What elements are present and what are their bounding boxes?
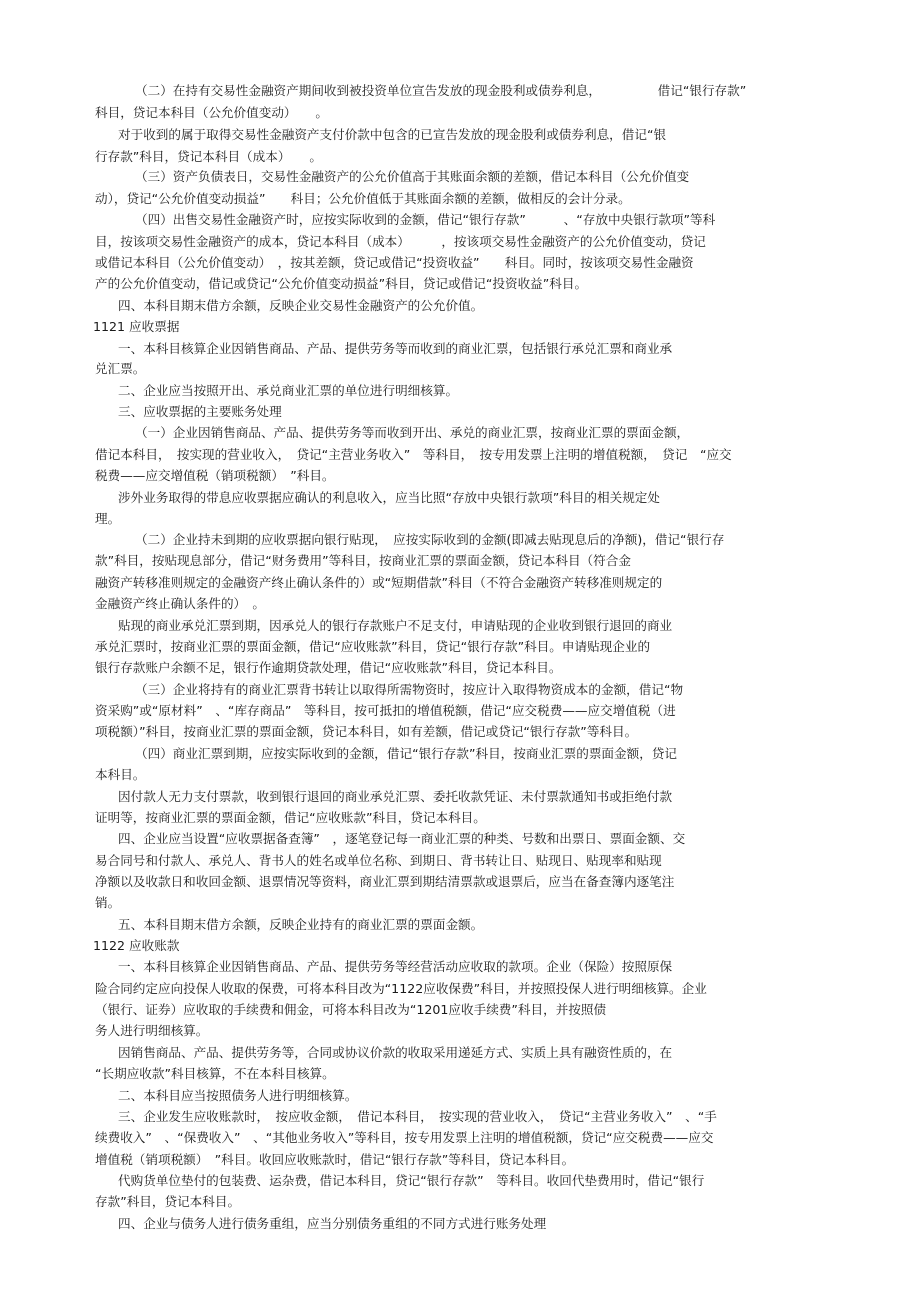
- text-line: 科目，贷记本科目（公允价值变动） 。: [95, 105, 328, 120]
- text-line: 税费——应交增值税（销项税额） ”科目。: [95, 468, 335, 483]
- text-line: 二、企业应当按照开出、承兑商业汇票的单位进行明细核算。: [118, 383, 459, 398]
- text-line: 项税额）”科目，按商业汇票的票面金额，贷记本科目，如有差额，借记或贷记“银行存款”等科目。: [95, 724, 638, 739]
- text-line: 存款”科目，贷记本科目。: [95, 1194, 241, 1209]
- text-line: 证明等，按商业汇票的票面金额，借记“应收账款”科目，贷记本科目。: [95, 810, 486, 825]
- text-line: 五、本科目期末借方余额，反映企业持有的商业汇票的票面金额。: [118, 917, 484, 932]
- text-line: 对于收到的属于取得交易性金融资产支付价款中包含的已宣告发放的现金股利或债券利息，借记“银: [118, 127, 667, 142]
- text-line: （一）企业因销售商品、产品、提供劳务等而收到开出、承兑的商业汇票，按商业汇票的票面金额，: [135, 425, 690, 440]
- text-line: 务人进行明细核算。: [95, 1023, 209, 1038]
- text-line: （四）出售交易性金融资产时，应按实际收到的金额，借记“银行存款” 、“存放中央银行款项”等科: [135, 212, 716, 227]
- text-line: （二）企业持未到期的应收票据向银行贴现， 应按实际收到的金额(即减去贴现息后的净额)，借记“银行存: [135, 532, 725, 547]
- text-line: 一、本科目核算企业因销售商品、产品、提供劳务等经营活动应收取的款项。企业（保险）按照原保: [118, 959, 673, 974]
- text-line: 金融资产终止确认条件的） 。: [95, 596, 266, 611]
- text-line: 贴现的商业承兑汇票到期，因承兑人的银行存款账户不足支付，申请贴现的企业收到银行退回的商业: [118, 618, 673, 633]
- text-line: 银行存款账户余额不足，银行作逾期贷款处理，借记“应收账款”科目，贷记本科目。: [95, 660, 562, 675]
- text-line: 险合同约定应向投保人收取的保费，可将本科目改为“1122应收保费”科目，并按照投保人进行明细核算。企业: [95, 981, 707, 996]
- text-line: 三、应收票据的主要账务处理: [118, 404, 282, 419]
- text-line: 产的公允价值变动，借记或贷记“公允价值变动损益”科目，贷记或借记“投资收益”科目。: [95, 276, 588, 291]
- text-line: 二、本科目应当按照债务人进行明细核算。: [118, 1088, 358, 1103]
- text-line: 易合同号和付款人、承兑人、背书人的姓名或单位名称、到期日、背书转让日、贴现日、贴现率和贴现: [95, 853, 662, 868]
- text-line: 资采购”或“原材料” 、“库存商品” 等科目，按可抵扣的增值税额，借记“应交税费——应交增值税（进: [95, 703, 676, 718]
- text-line: 一、本科目核算企业因销售商品、产品、提供劳务等而收到的商业汇票，包括银行承兑汇票和商业承: [118, 341, 673, 356]
- text-line: 兑汇票。: [95, 361, 146, 376]
- text-line: 三、企业发生应收账款时， 按应收金额， 借记本科目， 按实现的营业收入， 贷记“主营业务收入” 、“手: [118, 1109, 717, 1124]
- text-line: 销。: [95, 895, 121, 910]
- text-line: 借记本科目， 按实现的营业收入， 贷记“主营业务收入” 等科目， 按专用发票上注明的增值税额， 贷记 “应交: [95, 447, 732, 462]
- text-line: 因销售商品、产品、提供劳务等，合同或协议价款的收取采用递延方式、实质上具有融资性质的，在: [118, 1045, 673, 1060]
- text-line: （二）在持有交易性金融资产期间收到被投资单位宣告发放的现金股利或债券利息， 借记“银行存款”: [135, 83, 747, 98]
- text-line: 动），贷记“公允价值变动损益” 科目；公允价值低于其账面余额的差额，做相反的会计分录。: [95, 191, 631, 206]
- text-line: （四）商业汇票到期，应按实际收到的金额，借记“银行存款”科目，按商业汇票的票面金额，贷记: [135, 746, 677, 761]
- text-line: 增值税（销项税额） ”科目。收回应收账款时，借记“银行存款”等科目，贷记本科目。: [95, 1152, 575, 1167]
- text-line: 四、本科目期末借方余额，反映企业交易性金融资产的公允价值。: [118, 298, 484, 313]
- section-heading: 1122 应收账款: [93, 938, 180, 953]
- text-line: “长期应收款”科目核算，不在本科目核算。: [95, 1066, 335, 1081]
- text-line: 或借记本科目（公允价值变动） ，按其差额，贷记或借记“投资收益” 科目。同时，按该项交易性金融资: [95, 255, 694, 270]
- text-line: （三）资产负债表日，交易性金融资产的公允价值高于其账面余额的差额，借记本科目（公允价值变: [135, 169, 690, 184]
- section-heading: 1121 应收票据: [93, 319, 180, 334]
- text-line: （三）企业将持有的商业汇票背书转让以取得所需物资时，按应计入取得物资成本的金额，借记“物: [135, 682, 684, 697]
- text-line: 涉外业务取得的带息应收票据应确认的利息收入，应当比照“存放中央银行款项”科目的相关规定处: [118, 490, 660, 505]
- text-line: 净额以及收款日和收回金额、退票情况等资料，商业汇票到期结清票款或退票后，应当在备查簿内逐笔注: [95, 874, 675, 889]
- text-line: 四、企业与债务人进行债务重组，应当分别债务重组的不同方式进行账务处理: [118, 1216, 547, 1231]
- text-line: 款”科目，按贴现息部分，借记“财务费用”等科目，按商业汇票的票面金额，贷记本科目（符合金: [95, 553, 631, 568]
- text-line: 代购货单位垫付的包装费、运杂费，借记本科目，贷记“银行存款” 等科目。收回代垫费用时，借记“银行: [118, 1173, 705, 1188]
- text-line: （银行、证券）应收取的手续费和佣金，可将本科目改为“1201应收手续费”科目，并按照债: [95, 1002, 607, 1017]
- text-line: 行存款”科目，贷记本科目（成本） 。: [95, 149, 322, 164]
- text-line: 目，按该项交易性金融资产的成本，贷记本科目（成本） ，按该项交易性金融资产的公允价值变动，贷记: [95, 234, 706, 249]
- text-line: 融资产转移准则规定的金融资产终止确认条件的）或“短期借款”科目（不符合金融资产转移准则规定的: [95, 575, 663, 590]
- text-line: 承兑汇票时，按商业汇票的票面金额，借记“应收账款”科目，贷记“银行存款”科目。申请贴现企业的: [95, 639, 651, 654]
- text-line: 本科目。: [95, 767, 146, 782]
- text-line: 四、企业应当设置“应收票据备查簿” ，逐笔登记每一商业汇票的种类、号数和出票日、票面金额、交: [118, 831, 686, 846]
- text-line: 因付款人无力支付票款，收到银行退回的商业承兑汇票、委托收款凭证、未付票款通知书或拒绝付款: [118, 789, 673, 804]
- text-line: 理。: [95, 511, 121, 526]
- text-line: 续费收入” 、“保费收入” 、“其他业务收入”等科目，按专用发票上注明的增值税额，贷记“应交税费——应交: [95, 1130, 714, 1145]
